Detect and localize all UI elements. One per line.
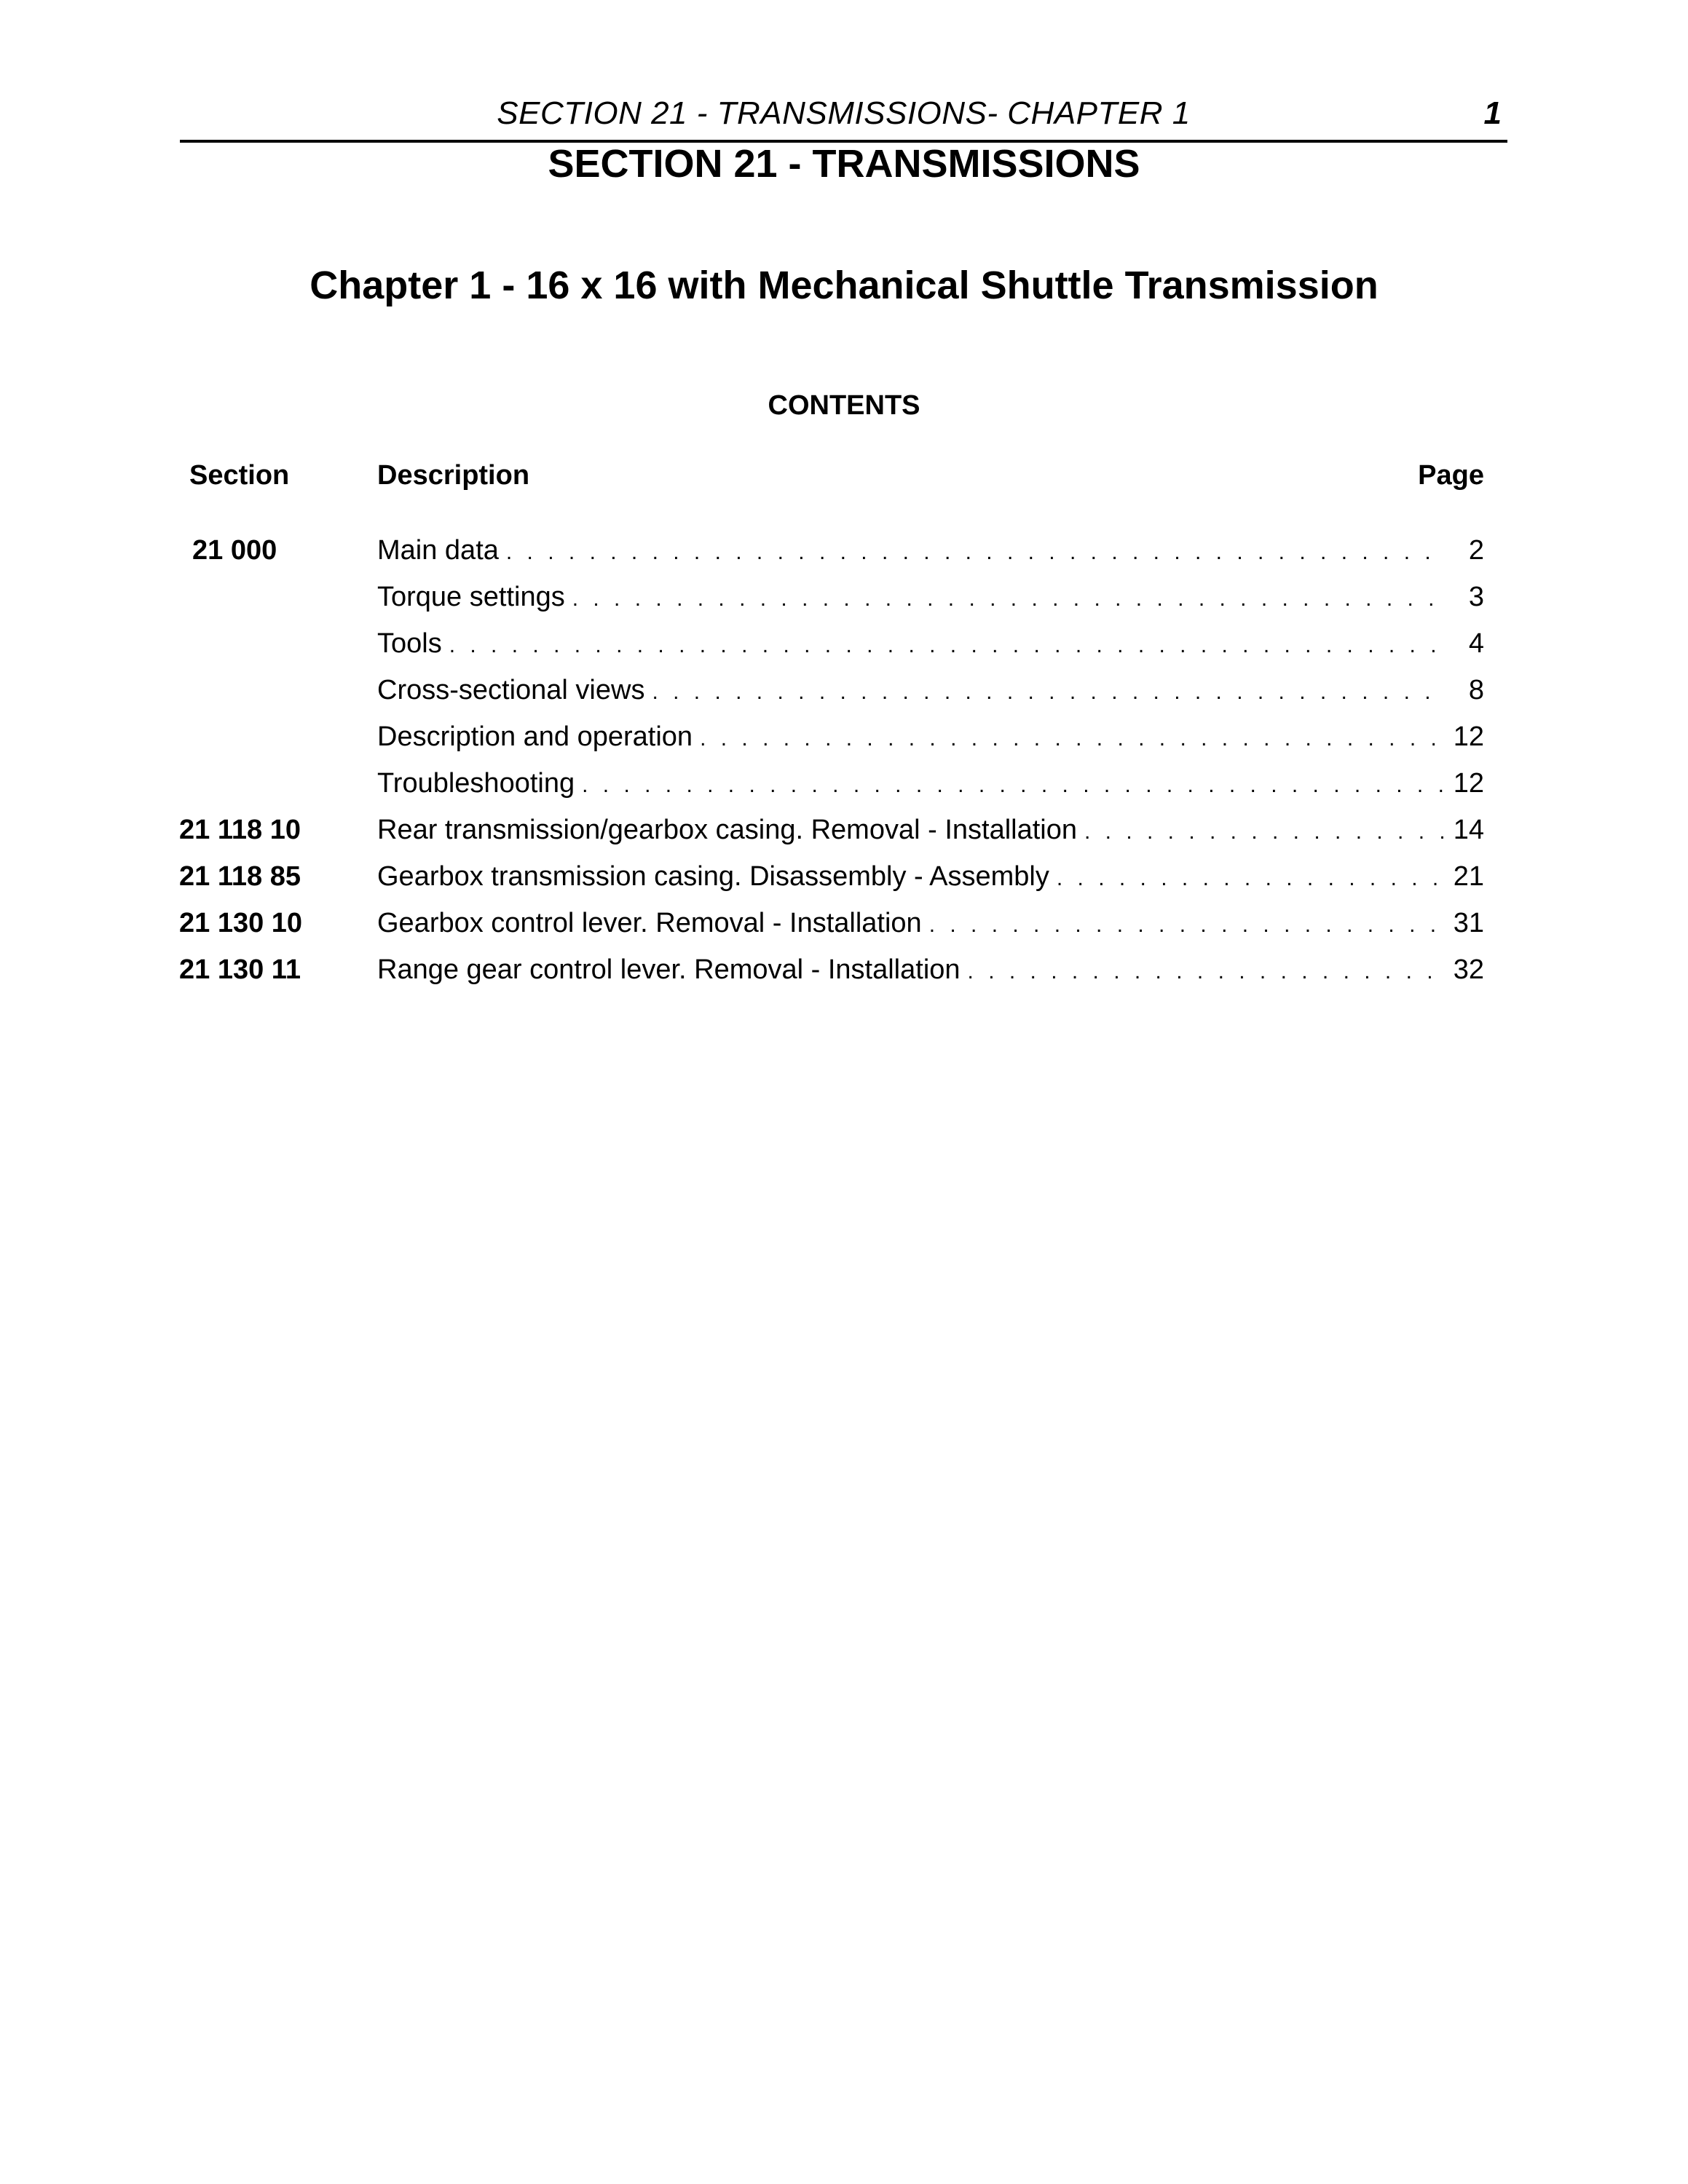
toc-row: [0, 900, 1688, 946]
dot-leader: [1084, 809, 1445, 853]
dot-leader: [572, 576, 1445, 620]
toc-description: Main data: [377, 535, 499, 566]
running-header: [180, 93, 1507, 143]
dot-leader: [582, 762, 1445, 807]
toc-row: [0, 620, 1688, 667]
dot-leader: [1057, 855, 1445, 900]
toc-entry[interactable]: [377, 760, 1484, 807]
chapter-title: Chapter 1 - 16 x 16 with Mechanical Shuttle Transmission: [309, 264, 1379, 307]
toc-entry[interactable]: [377, 527, 1484, 574]
dot-leader: [968, 949, 1445, 993]
dot-leader: [449, 622, 1445, 667]
section-title: SECTION 21 - TRANSMISSIONS: [548, 142, 1140, 186]
toc-page-number: 14: [1453, 815, 1484, 845]
toc-section-code: 21 118 85: [179, 861, 301, 892]
toc-page-number: 4: [1468, 628, 1484, 659]
page-number: 1: [1483, 95, 1502, 131]
toc-row: [0, 527, 1688, 574]
toc-row: [0, 760, 1688, 807]
toc-page-number: 3: [1468, 582, 1484, 612]
toc-row: [0, 946, 1688, 993]
toc-row: [0, 807, 1688, 853]
toc-entry[interactable]: [377, 667, 1484, 713]
toc-section-code: 21 000: [192, 535, 277, 566]
toc-description: Cross-sectional views: [377, 675, 645, 705]
toc-description: Torque settings: [377, 582, 565, 612]
toc-entry[interactable]: [377, 946, 1484, 993]
toc-description: Gearbox control lever. Removal - Installation: [377, 908, 922, 938]
dot-leader: [700, 716, 1445, 760]
toc-page-number: 32: [1453, 954, 1484, 985]
toc-page-number: 8: [1468, 675, 1484, 705]
toc-section-code: 21 118 10: [179, 815, 301, 845]
toc-description: Rear transmission/gearbox casing. Removal - Installation: [377, 815, 1077, 845]
toc-entry[interactable]: [377, 853, 1484, 900]
toc-row: [0, 713, 1688, 760]
toc-page-number: 31: [1453, 908, 1484, 938]
toc-page-number: 12: [1453, 721, 1484, 752]
dot-leader: [929, 902, 1445, 946]
toc-row: [0, 853, 1688, 900]
toc-entry[interactable]: [377, 713, 1484, 760]
toc-page-number: 12: [1453, 768, 1484, 799]
toc-description: Range gear control lever. Removal - Installation: [377, 954, 961, 985]
toc-page-number: 21: [1453, 861, 1484, 892]
toc-description: Gearbox transmission casing. Disassembly - Assembly: [377, 861, 1049, 892]
toc-section-code: 21 130 10: [179, 908, 303, 938]
section-column-header: Section: [189, 460, 290, 491]
toc-entry[interactable]: [377, 620, 1484, 667]
toc-description: Description and operation: [377, 721, 693, 752]
toc-description: Tools: [377, 628, 442, 659]
description-column-header: Description: [377, 460, 530, 491]
running-title: SECTION 21 - TRANSMISSIONS- CHAPTER 1: [497, 95, 1191, 131]
page-column-header: Page: [1418, 460, 1484, 491]
contents-title: CONTENTS: [768, 390, 920, 421]
toc-row: [0, 667, 1688, 713]
dot-leader: [652, 669, 1445, 713]
toc-row: [0, 574, 1688, 620]
dot-leader: [506, 529, 1445, 574]
toc-description: Troubleshooting: [377, 768, 575, 799]
toc-section-code: 21 130 11: [179, 954, 301, 985]
toc-entry[interactable]: [377, 807, 1484, 853]
toc-entry[interactable]: [377, 574, 1484, 620]
toc-entry[interactable]: [377, 900, 1484, 946]
toc-page-number: 2: [1468, 535, 1484, 566]
